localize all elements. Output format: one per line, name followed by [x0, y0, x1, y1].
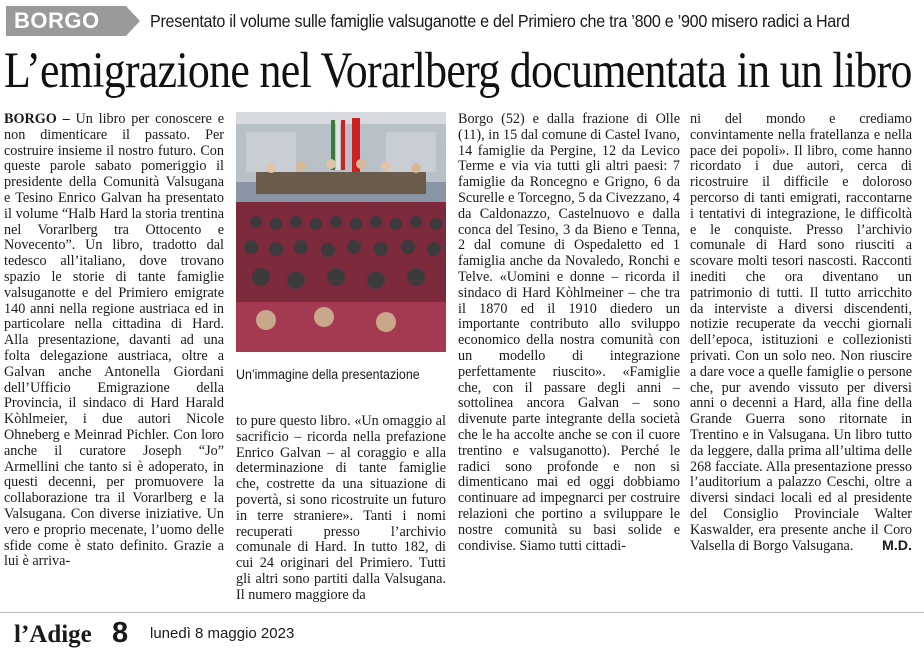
kicker-arrow-icon: [126, 6, 140, 36]
page-number: 8: [112, 617, 129, 649]
column-2-text: to pure questo libro. «Un omaggio al sacrificio – ricorda nella prefazione Enrico Galvan – al coraggio e alla determinazione di tante famiglie che, costrette da una situazione di povertà, si sono ricostruite un futuro in terre straniere». Tanti i nomi recuperati presso l’archivio comunale di Hard. In tutto 182, di cui 24 originari del Primiero. Tutti gli altri sono partiti dalla Valsugana. Il numero maggiore da: [236, 414, 446, 603]
article-column-1: [4, 112, 224, 606]
author-signature: M.D.: [882, 537, 912, 554]
newspaper-logo: l’Adige: [14, 621, 92, 648]
article-column-2: [236, 414, 446, 606]
article-column-4: [690, 112, 912, 606]
section-kicker: BORGO: [6, 6, 126, 36]
issue-date: lunedì 8 maggio 2023: [150, 625, 295, 642]
auditorium-photo-illustration: [236, 112, 446, 352]
article-header-bar: [0, 4, 924, 38]
page-footer: [0, 612, 924, 656]
photo-caption: Un’immagine della presentazione: [236, 367, 420, 382]
headline: L’emigrazione nel Vorarlberg documentata in un libro: [4, 43, 912, 99]
article-column-3: [458, 112, 680, 606]
subheadline: Presentato il volume sulle famiglie valsuganotte e del Primiero che tra ’800 e ’900 misero radici a Hard: [150, 11, 850, 31]
column-1-text: Un libro per conoscere e non dimenticare il passato. Per costruire insieme il nostro futuro. Con queste parole sabato pomeriggio il presidente della Comunità Valsugana e Tesino Enrico Galvan ha presentato il volume “Halb Hard la storia trentina nel Vorarlberg tra Ottocento e Novecento”. Un libro, tradotto dal tedesco all’italiano, dove trovano spazio le storie di tante famiglie valsuganotte e del Primiero emigrate 140 anni nella regione austriaca ed in particolare nella cittadina di Hard. Alla presentazione, davanti ad una folta delegazione austriaca, oltre a Galvan anche Antonella Giordani dell’Ufficio Emigrazione della Provincia, il sindaco di Hard Harald Kòhlmeier, i due autori Nicole Ohneberg e Meinrad Pichler. Con loro anche il curatore Joseph “Jo” Armellini che tanto si è adoperato, in questi decenni, per promuovere la collaborazione tra il Vorarlberg e la Valsugana. Con diverse iniziative. Un vero e proprio mecenate, l’uomo delle sfide come è stato definito. Grazie a lui è arriva-: [4, 112, 224, 570]
presentation-photo: [236, 112, 446, 352]
column-4-text: ni del mondo e crediamo convintamente nella fratellanza e nella pace dei popoli». Il libro, come hanno ricordato i due autori, cerca di ricostruire il difficile e doloroso percorso di tanti emigrati, raccontarne i tentativi di integrazione, le difficoltà e le conquiste. Presso l’archivio comunale di Hard sono riusciti a scovare molti tesori nascosti. Racconti inediti che ora diventano un patrimonio di tutti. Il tutto arricchito da interviste a diversi discendenti, notizie recuperate da vecchi giornali dell’epoca, istituzioni e collezionisti privati. Con un solo neo. Non riuscire a dare voce a quelle famiglie o persone che, pur avendo vissuto per diversi anni o decenni a Hard, alla fine della Grande Guerra sono ritornate in Trentino e in Valsugana. Un libro tutto da leggere, dalla prima all’ultima delle 268 facciate. Alla presentazione presso l’auditorium a palazzo Ceschi, oltre a diversi sindaci locali ed al presidente del Consiglio Provinciale Walter Kaswalder, era presente anche il Coro Valsella di Borgo Valsugana.: [690, 112, 912, 554]
dateline: BORGO –: [4, 112, 70, 127]
column-3-text: Borgo (52) e dalla frazione di Olle (11), in 15 dal comune di Castel Ivano, 14 famiglie da Pergine, 12 da Levico Terme e via via tutti gli altri paesi: 7 famiglie da Roncegno e Grigno, 6 da Scurelle e Torcegno, 5 da Civezzano, 4 da Caldonazzo, Castelnuovo e dalla conca del Tesino, 3 da Bieno e Tenna, 2 dal comune di Ospedaletto ed 1 famiglia anche da Novaledo, Ronchi e Telve. «Uomini e donne – ricorda il sindaco di Hard Kòhlmeiner – che tra il 1870 ed il 1910 diedero un importante contributo allo sviluppo economico della nostra comunità con un modello di integrazione perfettamente riuscito». «Famiglie che, con il passare degli anni – sottolinea ancora Galvan – sono divenute parte integrante della società che le ha accolte anche se con il cuore trentino e valsuganotto). Perché le radici sono profonde e non si dimenticano mai ed oggi dobbiamo continuare ad impegnarci per costruire relazioni che portino a sviluppare le nostre comunità su basi solide e condivise. Siamo tutti cittadi-: [458, 112, 680, 554]
